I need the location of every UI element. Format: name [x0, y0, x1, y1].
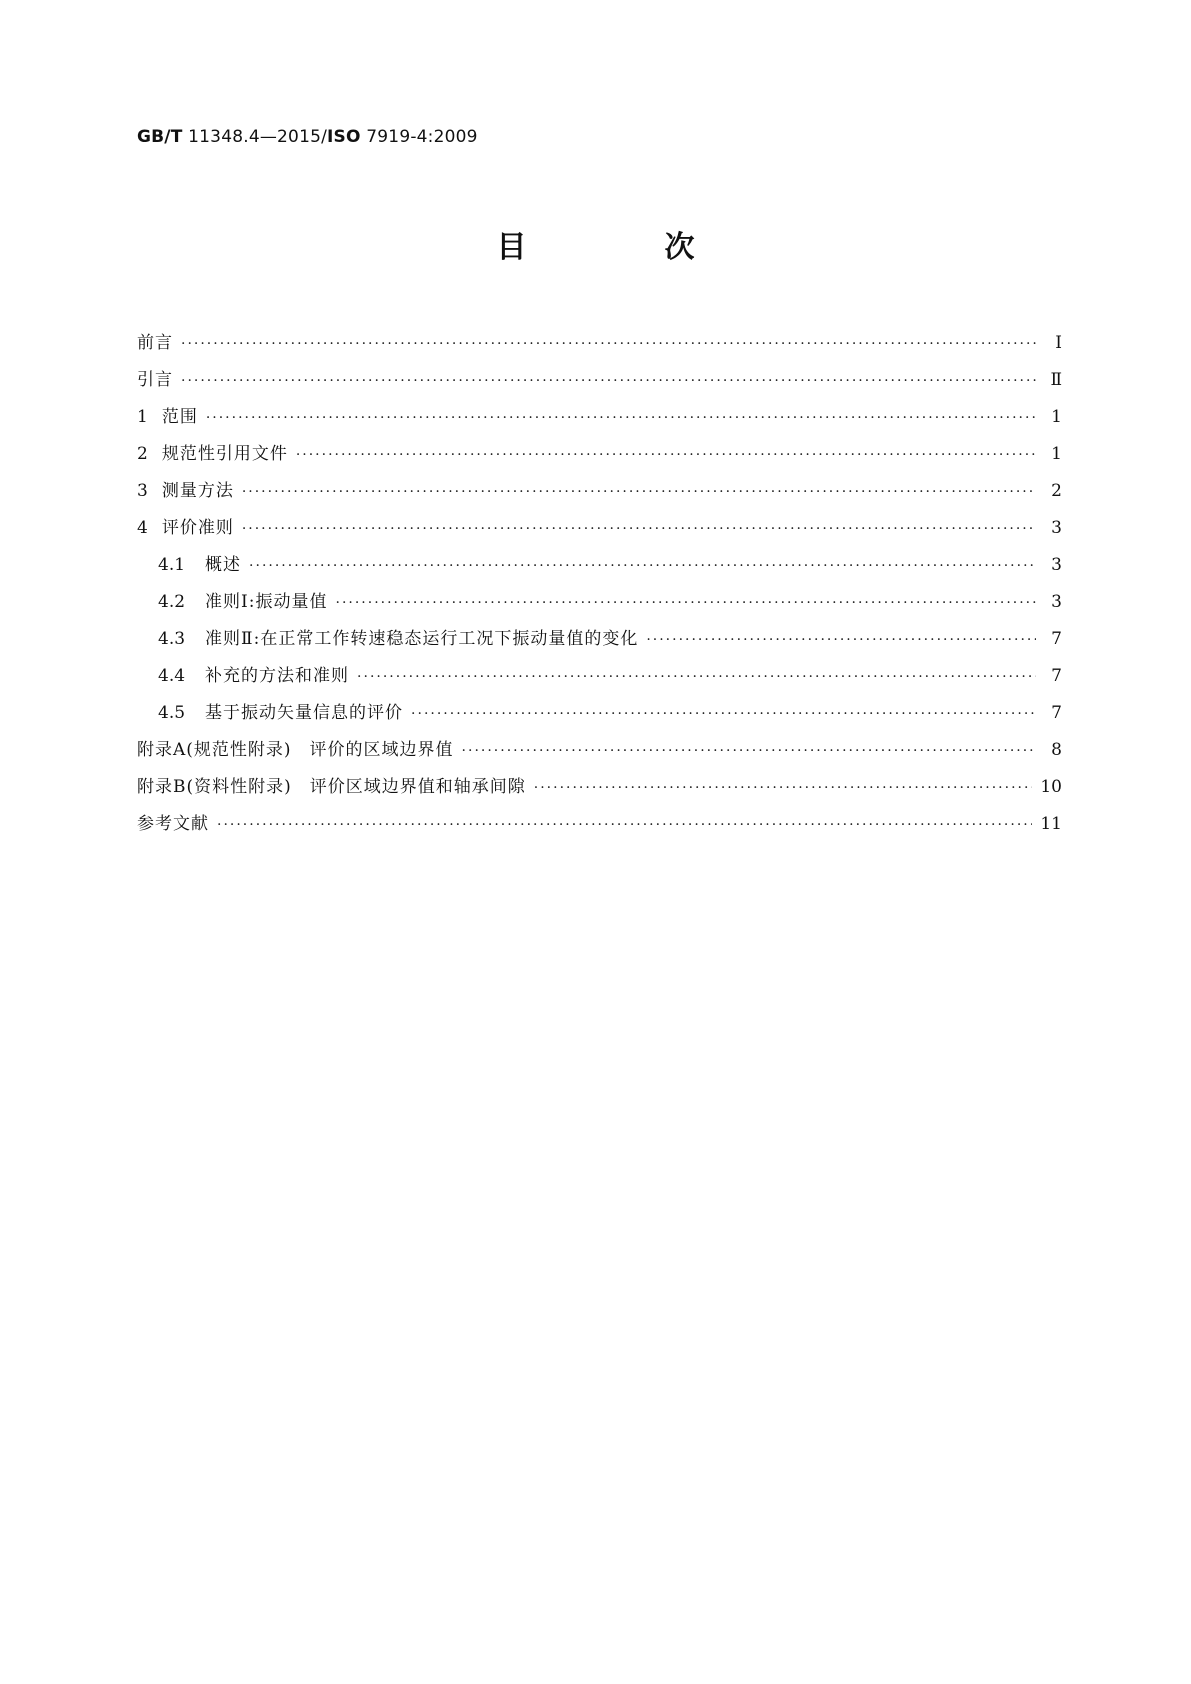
toc-entry-label: 附录A(规范性附录) 评价的区域边界值: [137, 740, 454, 760]
toc-entry-label: 附录B(资料性附录) 评价区域边界值和轴承间隙: [137, 777, 526, 797]
toc-dot-leader: [206, 400, 1036, 437]
toc-dot-leader: [336, 585, 1037, 622]
toc-entry[interactable]: [137, 325, 1062, 362]
toc-entry[interactable]: [137, 399, 1062, 436]
toc-entry[interactable]: [137, 584, 1062, 621]
toc-dot-leader: [181, 363, 1036, 400]
toc-entry-page: Ⅱ: [1050, 370, 1062, 390]
document-standard-number: [137, 127, 478, 147]
toc-dot-leader: [357, 659, 1036, 696]
toc-entry[interactable]: [137, 732, 1062, 769]
toc-entry-number: 4.4: [158, 666, 186, 686]
toc-dot-leader: [411, 696, 1036, 733]
toc-dot-leader: [462, 733, 1036, 770]
toc-dot-leader: [534, 770, 1033, 807]
toc-entry-label: 准则Ⅱ:在正常工作转速稳态运行工况下振动量值的变化: [205, 629, 639, 649]
toc-entry[interactable]: [137, 473, 1062, 510]
toc-entry-page: 10: [1040, 777, 1062, 797]
toc-entry-number: 4.3: [158, 629, 186, 649]
toc-entry-label: 补充的方法和准则: [205, 666, 350, 686]
toc-entry-number: 4: [137, 518, 148, 538]
toc-entry[interactable]: [137, 695, 1062, 732]
toc-dot-leader: [646, 622, 1036, 659]
toc-entry-page: 8: [1051, 740, 1062, 760]
toc-dot-leader: [249, 548, 1036, 585]
toc-entry-label: 前言: [137, 333, 173, 353]
toc-dot-leader: [242, 511, 1036, 548]
toc-entry[interactable]: [137, 621, 1062, 658]
toc-entry[interactable]: [137, 769, 1062, 806]
toc-entry-number: 1: [137, 407, 148, 427]
toc-entry[interactable]: [137, 658, 1062, 695]
toc-entry-page: 1: [1051, 444, 1062, 464]
standard-number: 11348.4—2015/: [188, 127, 328, 147]
toc-entry-label: 基于振动矢量信息的评价: [205, 703, 404, 723]
toc-entry-label: 规范性引用文件: [161, 444, 288, 464]
toc-entry-number: 4.5: [158, 703, 186, 723]
toc-entry-label: 概述: [205, 555, 242, 575]
toc-entry-label: 测量方法: [161, 481, 234, 501]
toc-entry-page: Ⅰ: [1055, 333, 1062, 353]
toc-entry-label: 引言: [137, 370, 173, 390]
toc-entry-number: 4.1: [158, 555, 186, 575]
toc-title: 目 次: [496, 230, 749, 265]
toc-dot-leader: [296, 437, 1036, 474]
toc-entry-page: 2: [1051, 481, 1062, 501]
toc-entry-page: 3: [1051, 592, 1062, 612]
toc-entry-page: 3: [1051, 518, 1062, 538]
toc-entry-label: 参考文献: [137, 814, 209, 834]
toc-entry-page: 11: [1040, 814, 1062, 834]
iso-number: 7919-4:2009: [366, 127, 478, 147]
toc-dot-leader: [181, 326, 1036, 363]
standard-code: GB/T: [137, 127, 183, 147]
toc-entry-label: 范围: [161, 407, 198, 427]
table-of-contents: [137, 325, 1062, 843]
toc-entry-page: 3: [1051, 555, 1062, 575]
toc-entry[interactable]: [137, 510, 1062, 547]
toc-entry-label: 准则Ⅰ:振动量值: [205, 592, 328, 612]
toc-entry[interactable]: [137, 547, 1062, 584]
toc-entry[interactable]: [137, 806, 1062, 843]
toc-entry-page: 7: [1051, 666, 1062, 686]
toc-entry-label: 评价准则: [161, 518, 234, 538]
toc-entry[interactable]: [137, 436, 1062, 473]
toc-entry-page: 7: [1051, 629, 1062, 649]
toc-entry[interactable]: [137, 362, 1062, 399]
toc-entry-page: 7: [1051, 703, 1062, 723]
toc-dot-leader: [217, 807, 1032, 844]
toc-entry-page: 1: [1051, 407, 1062, 427]
toc-dot-leader: [242, 474, 1036, 511]
toc-entry-number: 3: [137, 481, 148, 501]
iso-code: ISO: [327, 127, 361, 147]
toc-entry-number: 4.2: [158, 592, 186, 612]
toc-entry-number: 2: [137, 444, 148, 464]
